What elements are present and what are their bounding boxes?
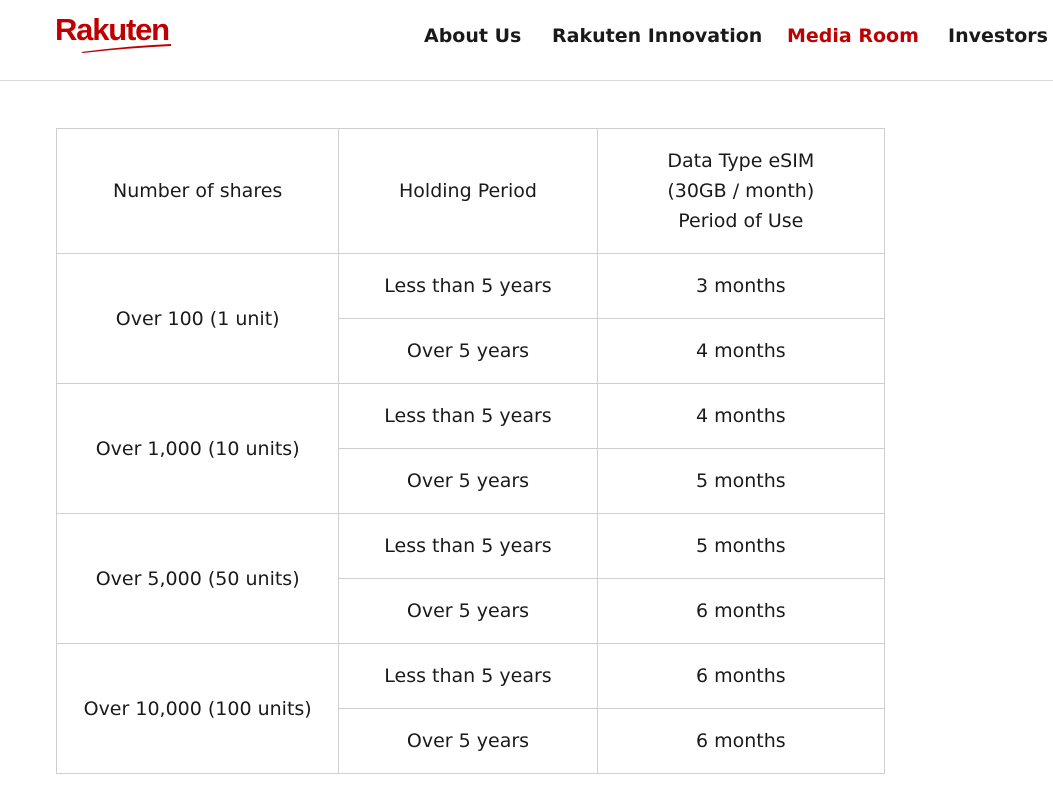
period-of-use-cell: 3 months xyxy=(597,254,884,319)
period-of-use-cell: 6 months xyxy=(597,644,884,709)
period-of-use-cell: 6 months xyxy=(597,579,884,644)
logo-wordmark: Rakuten xyxy=(55,12,169,47)
holding-period-cell: Over 5 years xyxy=(339,449,597,514)
table-row xyxy=(57,384,885,449)
table-row xyxy=(57,514,885,579)
header-period-line-2: (30GB / month) xyxy=(667,180,815,202)
esim-benefit-table-container xyxy=(56,128,885,774)
period-of-use-cell: 6 months xyxy=(597,709,884,774)
shares-cell: Over 100 (1 unit) xyxy=(57,254,339,384)
nav-about-us[interactable]: About Us xyxy=(424,25,522,47)
rakuten-logo[interactable] xyxy=(55,12,171,52)
holding-period-cell: Less than 5 years xyxy=(339,254,597,319)
period-of-use-cell: 4 months xyxy=(597,319,884,384)
period-of-use-cell: 4 months xyxy=(597,384,884,449)
nav-rakuten-innovation[interactable]: Rakuten Innovation xyxy=(552,25,763,47)
table-row xyxy=(57,644,885,709)
nav-investors[interactable]: Investors xyxy=(948,25,1048,47)
period-of-use-cell: 5 months xyxy=(597,449,884,514)
nav-media-room[interactable]: Media Room xyxy=(787,25,919,47)
holding-period-cell: Less than 5 years xyxy=(339,384,597,449)
site-header xyxy=(0,0,1053,81)
header-period-line-3: Period of Use xyxy=(678,210,804,232)
logo-swoosh-icon xyxy=(81,43,171,53)
header-holding-period: Holding Period xyxy=(339,129,597,254)
header-period-line-1: Data Type eSIM xyxy=(667,150,815,172)
holding-period-cell: Less than 5 years xyxy=(339,644,597,709)
shares-cell: Over 10,000 (100 units) xyxy=(57,644,339,774)
header-period-of-use xyxy=(597,129,884,254)
header-number-of-shares: Number of shares xyxy=(57,129,339,254)
esim-benefit-table xyxy=(56,128,885,774)
shares-cell: Over 5,000 (50 units) xyxy=(57,514,339,644)
table-row xyxy=(57,254,885,319)
table-header-row xyxy=(57,129,885,254)
holding-period-cell: Less than 5 years xyxy=(339,514,597,579)
shares-cell: Over 1,000 (10 units) xyxy=(57,384,339,514)
holding-period-cell: Over 5 years xyxy=(339,579,597,644)
holding-period-cell: Over 5 years xyxy=(339,709,597,774)
period-of-use-cell: 5 months xyxy=(597,514,884,579)
holding-period-cell: Over 5 years xyxy=(339,319,597,384)
